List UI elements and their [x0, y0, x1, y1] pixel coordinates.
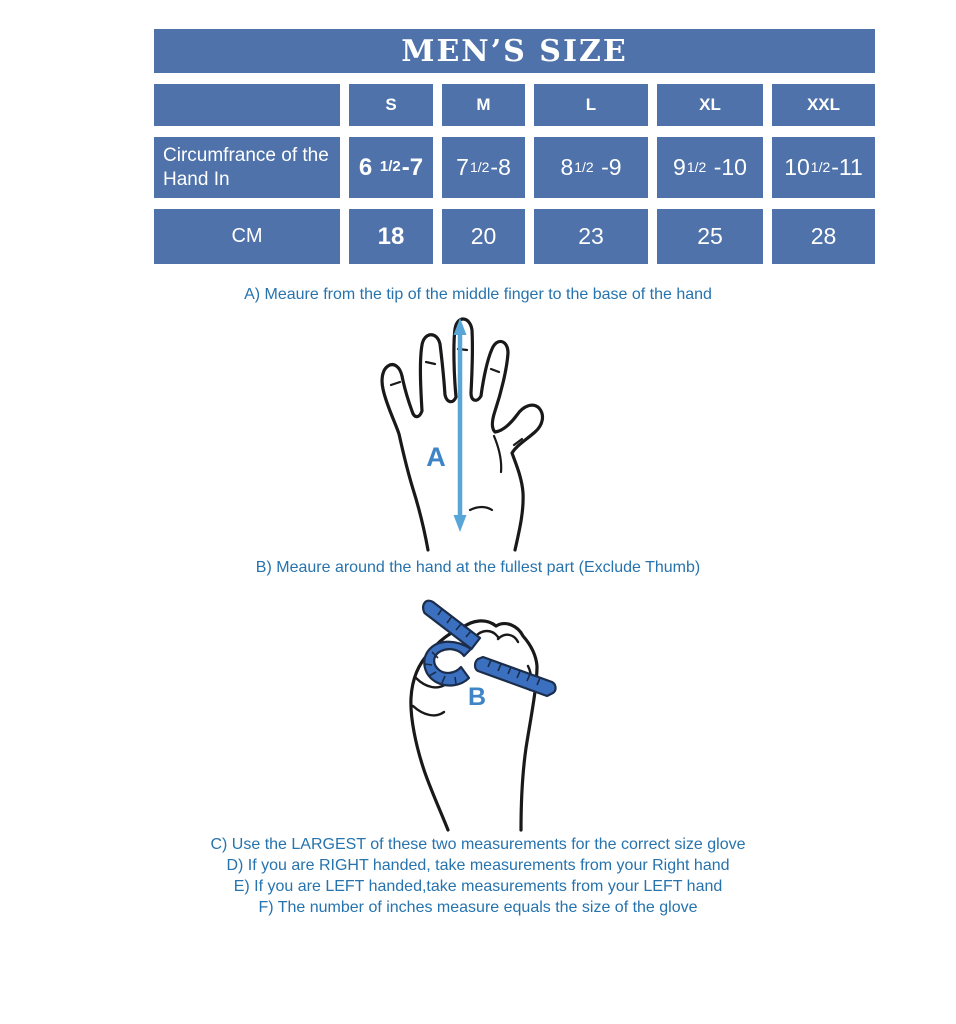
table-cell-cm-xl: 25 — [657, 209, 763, 264]
instruction-f: F) The number of inches measure equals the size of the glove — [258, 899, 698, 916]
fist-diagram-icon — [380, 592, 600, 832]
instruction-a: A) Meaure from the tip of the middle finger to the base of the hand — [244, 286, 712, 303]
table-cell-cm-m: 20 — [442, 209, 525, 264]
size-table — [154, 29, 875, 264]
figure-label-b: B — [467, 683, 487, 711]
instruction-c: C) Use the LARGEST of these two measurements for the correct size glove — [210, 836, 746, 853]
table-cell-inches-xxl: 10 1/2 -11 — [772, 137, 875, 198]
instruction-e: E) If you are LEFT handed,take measurements from your LEFT hand — [233, 878, 723, 895]
column-header-l: L — [534, 84, 648, 126]
table-cell-inches-l: 8 1/2 -9 — [534, 137, 648, 198]
table-cell-inches-s: 6 1/2 -7 — [349, 137, 433, 198]
table-cell-cm-xxl: 28 — [772, 209, 875, 264]
table-cell-inches-m: 7 1/2 -8 — [442, 137, 525, 198]
column-header-s: S — [349, 84, 433, 126]
column-header-m: M — [442, 84, 525, 126]
instruction-b: B) Meaure around the hand at the fullest part (Exclude Thumb) — [255, 559, 701, 576]
instruction-d: D) If you are RIGHT handed, take measurements from your Right hand — [226, 857, 730, 874]
fist-measure-figure — [380, 592, 600, 837]
table-cell-inches-xl: 9 1/2 -10 — [657, 137, 763, 198]
row-label-cm: CM — [154, 209, 340, 264]
instructions-c-f — [0, 834, 956, 918]
column-header-empty — [154, 84, 340, 126]
row-label-circumference: Circumfrance of the Hand In — [154, 137, 340, 198]
hand-measure-figure — [358, 312, 598, 557]
column-header-xl: XL — [657, 84, 763, 126]
column-header-xxl: XXL — [772, 84, 875, 126]
table-title: MEN’S SIZE — [154, 29, 875, 73]
figure-label-a: A — [426, 442, 446, 472]
table-cell-cm-l: 23 — [534, 209, 648, 264]
table-cell-cm-s: 18 — [349, 209, 433, 264]
open-hand-diagram-icon — [358, 312, 598, 552]
